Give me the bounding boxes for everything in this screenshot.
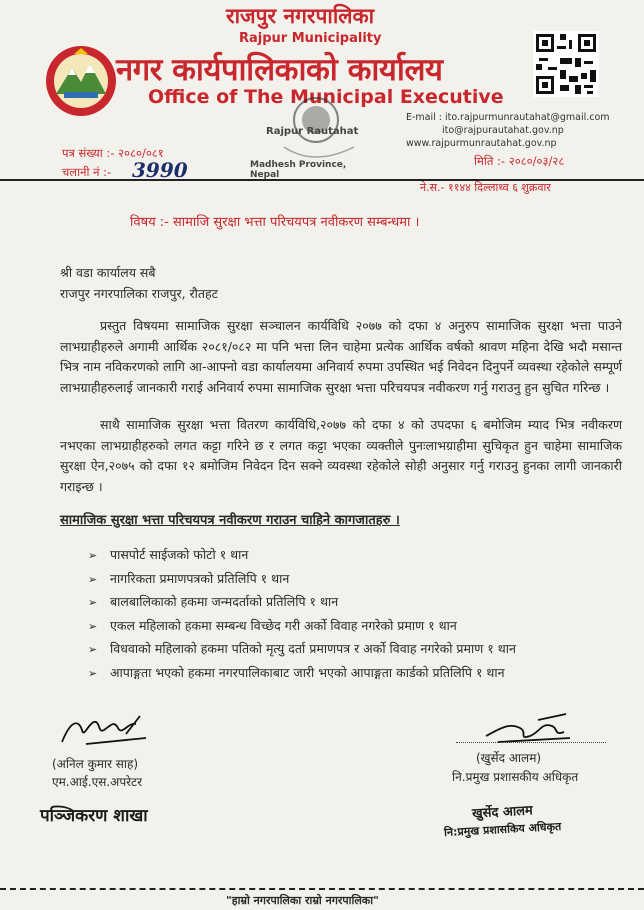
documents-heading: सामाजिक सुरक्षा भत्ता परिचयपत्र नवीकरण गराउन चाहिने कागजातहरु । (60, 513, 400, 528)
arrow-bullet-icon: ➢ (88, 572, 98, 586)
municipality-name-en: Rajpur Municipality (239, 31, 382, 46)
right-signatory-name: (खुर्सेद आलम) (476, 751, 542, 765)
contact-block (406, 111, 610, 150)
letter-number: पत्र संख्या :- २०८०/०८१ (62, 146, 164, 160)
left-signature-icon (56, 712, 152, 752)
office-title-en: Office of The Municipal Executive (148, 86, 504, 108)
body-paragraph-2: साथै सामाजिक सुरक्षा भत्ता वितरण कार्यविधि,२०७७ को दफा ४ को उपदफा ६ बमोजिम म्याद भित्र नवीकरण नभएका लाभग्राहीहरुको लगत कट्टा गरिने छ र लगत कट्टा भएका व्यक्तीले पुनःलाभग्राहीमा सुचिकृत हुन चाहेमा सामाजिक सुरक्षा ऐन,२०७५ को दफा १२ बमोजिम निवेदन दिन सक्ने व्यवस्था रहेकोले सोही अनुसार गर्नु गराउनु हुनका लागी जानकारी गराइन्छ । (60, 417, 622, 494)
recipient-line-2: राजपुर नगरपालिका राजपुर, रौतहट (60, 286, 218, 301)
left-signatory-name: (अनिल कुमार साह) (52, 757, 139, 771)
recipient-block (60, 262, 218, 304)
arrow-bullet-icon: ➢ (88, 643, 98, 657)
list-item: ➢ पासपोर्ट साईजको फोटो १ थान (88, 544, 516, 568)
municipality-name-np: राजपुर नगरपालिका (226, 4, 375, 28)
footer-slogan: "हाम्रो नगरपालिका राम्रो नगरपालिका" (226, 894, 379, 907)
list-item: ➢ एकल महिलाको हकमा सम्बन्ध विच्छेद गरी अर्को विवाह नगरेको प्रमाण १ थान (88, 615, 516, 639)
nepal-sambat-date: ने.स.- ११४४ दिल्लाथ्व ६ शुक्रवार (420, 181, 551, 194)
email-text: E-mail : ito.rajpurmunrautahat@gmail.com (406, 112, 610, 123)
arrow-bullet-icon: ➢ (88, 549, 98, 562)
arrow-bullet-icon: ➢ (88, 596, 98, 610)
list-item: ➢ आपाङ्गता भएको हकमा नगरपालिकाबाट जारी भएको आपाङ्गता कार्डको प्रतिलिपि १ थान (88, 662, 516, 686)
registration-section-stamp: पञ्जिकरण शाखा (40, 806, 148, 826)
footer-dashed-rule (0, 888, 644, 890)
officer-stamp-name: खुर्सेद आलम (471, 803, 534, 822)
dispatch-label: चलानी नं :- (62, 165, 112, 179)
office-title-np: नगर कार्यपालिकाको कार्यालय (116, 52, 443, 88)
office-seal-stamp (244, 92, 374, 187)
recipient-line-1: श्री वडा कार्यालय सबै (60, 265, 156, 280)
signature-dotted-line (456, 742, 606, 743)
documents-list (88, 544, 516, 686)
nepal-emblem-icon (44, 44, 118, 118)
right-signature-icon (478, 712, 578, 746)
qr-code-icon (533, 30, 599, 98)
seal-line-2: Madhesh Province, Nepal (250, 160, 347, 180)
officer-stamp-title: नि:प्रमुख प्रशासकिय अधिकृत (443, 819, 562, 840)
body-paragraph-1: प्रस्तुत विषयमा सामाजिक सुरक्षा सञ्चालन कार्यविधि २०७७ को दफा ४ अनुरुप सामाजिक सुरक्षा भत्ता पाउने लाभग्राहीहरुले अगामी आर्थिक २०८१/०८२ मा पनि भत्ता लिन चाहेमा प्रत्येक आर्थिक वर्षको श्रावण महिना देखि भदौ मसान्त भित्र नाम नविकरणको लागि आ-आफ्नो वडा कार्यालयमा अनिवार्य रुपमा उपस्थित भई निवेदन दिनुपर्ने व्यवस्था रहेकोले सम्पूर्ण लाभग्राहीहरुलाई जानकारी गराई अनिवार्य रुपमा सामाजिक सुरक्षा भत्ता परिचयपत्र नवीकरण गर्नु गराउनु हुन सुचित गरिन्छ । (60, 318, 622, 395)
subject-text: विषय :- सामाजि सुरक्षा भत्ता परिचयपत्र नवीकरण सम्बन्धमा । (130, 215, 420, 230)
dispatch-number: 3990 (132, 158, 188, 182)
list-item: ➢ बालबालिकाको हकमा जन्मदर्ताको प्रतिलिपि १ थान (88, 591, 516, 615)
email-text-2: ito@rajpurautahat.gov.np (442, 125, 564, 136)
subject-line (130, 212, 419, 230)
list-item: ➢ विधवाको महिलाको हकमा पतिको मृत्यु दर्ता प्रमाणपत्र र अर्को विवाह नगरेको प्रमाण १ थान (88, 638, 516, 662)
seal-line-1: Rajpur Rautahat (266, 126, 359, 137)
arrow-bullet-icon: ➢ (88, 619, 98, 633)
left-signatory-title: एम.आई.एस.अपरेटर (52, 775, 143, 789)
website-text: www.rajpurmunrautahat.gov.np (406, 138, 557, 149)
right-signatory-title: नि.प्रमुख प्रशासकीय अधिकृत (452, 770, 579, 784)
arrow-bullet-icon: ➢ (88, 666, 98, 680)
letter-date: मिति :- २०८०/०३/२८ (474, 154, 565, 168)
list-item: ➢ नागरिकता प्रमाणपत्रको प्रतिलिपि १ थान (88, 568, 516, 592)
